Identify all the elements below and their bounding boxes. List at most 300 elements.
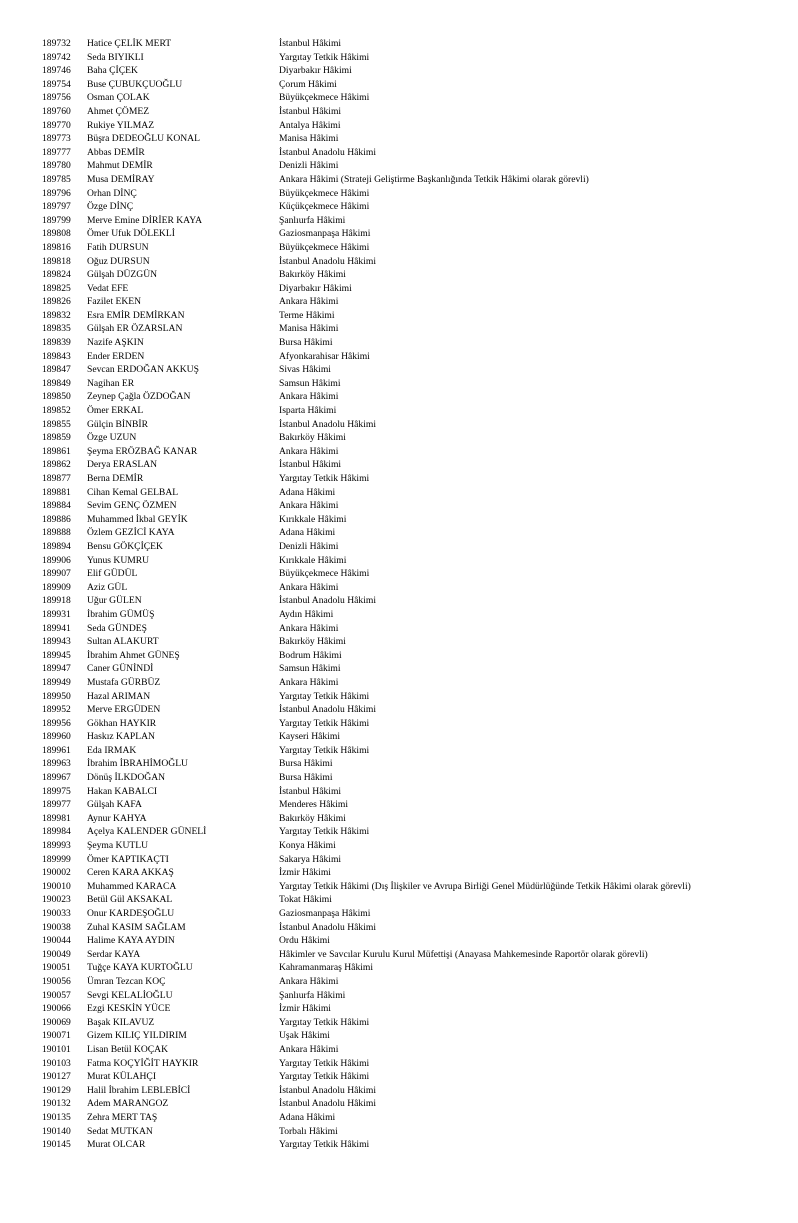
person-name: Gökhan HAYKIR [87,717,157,729]
assigned-post: Ankara Hâkimi [279,296,339,308]
registry-number: 189773 [42,133,71,145]
list-row [0,1097,798,1111]
registry-number: 189777 [42,146,71,158]
registry-number: 189862 [42,459,71,471]
list-row [0,757,798,771]
assigned-post: Adana Hâkimi [279,527,336,539]
registry-number: 189884 [42,500,71,512]
registry-number: 189824 [42,269,71,281]
registry-number: 189825 [42,282,71,294]
assigned-post: Denizli Hâkimi [279,160,339,172]
list-row [0,214,798,228]
assigned-post: Torbalı Hâkimi [279,1125,338,1137]
registry-number: 189956 [42,717,71,729]
person-name: Caner GÜNİNDİ [87,663,154,675]
person-name: Mustafa GÜRBÜZ [87,676,161,688]
assigned-post: Gaziosmanpaşa Hâkimi [279,228,371,240]
assigned-post: Uşak Hâkimi [279,1030,330,1042]
registry-number: 189977 [42,799,71,811]
list-row [0,975,798,989]
registry-number: 189855 [42,418,71,430]
registry-number: 189960 [42,731,71,743]
person-name: Halime KAYA AYDIN [87,935,175,947]
person-name: Sultan ALAKURT [87,636,159,648]
list-row [0,268,798,282]
person-name: Musa DEMİRAY [87,173,155,185]
person-name: Uğur GÜLEN [87,595,142,607]
registry-number: 189918 [42,595,71,607]
person-name: Tuğçe KAYA KURTOĞLU [87,962,193,974]
assigned-post: İstanbul Anadolu Hâkimi [279,146,376,158]
assigned-post: İstanbul Anadolu Hâkimi [279,418,376,430]
list-row [0,390,798,404]
person-name: Özge DİNÇ [87,201,134,213]
registry-number: 189843 [42,350,71,362]
person-name: İbrahim İBRAHİMOĞLU [87,758,188,770]
registry-number: 189931 [42,608,71,620]
list-row [0,336,798,350]
person-name: Hazal ARIMAN [87,690,151,702]
registry-number: 189861 [42,445,71,457]
person-name: Yunus KUMRU [87,554,150,566]
person-name: Aziz GÜL [87,581,128,593]
list-row [0,119,798,133]
list-row [0,622,798,636]
registry-number: 189756 [42,92,71,104]
registry-number: 190135 [42,1111,71,1123]
person-name: Zeynep Çağla ÖZDOĞAN [87,391,191,403]
person-name: İbrahim GÜMÜŞ [87,608,155,620]
person-name: Oğuz DURSUN [87,255,150,267]
list-row [0,703,798,717]
registry-number: 189984 [42,826,71,838]
assigned-post: Bursa Hâkimi [279,772,333,784]
list-row [0,322,798,336]
person-name: Murat KÜLAHÇI [87,1071,157,1083]
person-name: Fazilet EKEN [87,296,142,308]
assigned-post: Yargıtay Tetkik Hâkimi [279,744,370,756]
list-row [0,540,798,554]
person-name: Ümran Tezcan KOÇ [87,975,166,987]
person-name: Abbas DEMİR [87,146,145,158]
list-row [0,418,798,432]
list-row [0,608,798,622]
assigned-post: Manisa Hâkimi [279,323,339,335]
registry-number: 189770 [42,119,71,131]
registry-number: 190066 [42,1003,71,1015]
registry-number: 189796 [42,187,71,199]
assigned-post: Yargıtay Tetkik Hâkimi [279,1139,370,1151]
list-row [0,989,798,1003]
person-name: Gülşah DÜZGÜN [87,269,158,281]
assigned-post: Ankara Hâkimi [279,622,339,634]
list-row [0,825,798,839]
person-name: Rukiye YILMAZ [87,119,155,131]
assigned-post: İstanbul Anadolu Hâkimi [279,255,376,267]
person-name: Ömer KAPTIKAÇTI [87,853,169,865]
registry-number: 189816 [42,241,71,253]
assigned-post: İstanbul Hâkimi [279,785,342,797]
assigned-post: Hâkimler ve Savcılar Kurulu Kurul Müfettişi (Anayasa Mahkemesinde Raportör olarak görevli) [279,948,648,960]
registry-number: 190051 [42,962,71,974]
assigned-post: Büyükçekmece Hâkimi [279,241,370,253]
list-row [0,105,798,119]
assigned-post: Büyükçekmece Hâkimi [279,187,370,199]
assigned-post: Menderes Hâkimi [279,799,349,811]
assigned-post: Çorum Hâkimi [279,78,337,90]
registry-number: 189832 [42,309,71,321]
assigned-post: Yargıtay Tetkik Hâkimi [279,51,370,63]
list-row [0,934,798,948]
registry-number: 189835 [42,323,71,335]
assigned-post: Terme Hâkimi [279,309,335,321]
list-row [0,961,798,975]
assigned-post: İstanbul Hâkimi [279,105,342,117]
list-row [0,662,798,676]
assigned-post: İstanbul Anadolu Hâkimi [279,1098,376,1110]
assigned-post: Diyarbakır Hâkimi [279,282,352,294]
list-row [0,635,798,649]
person-name: İbrahim Ahmet GÜNEŞ [87,649,180,661]
registry-number: 189999 [42,853,71,865]
list-row [0,798,798,812]
list-row [0,690,798,704]
registry-number: 189975 [42,785,71,797]
list-row [0,1002,798,1016]
person-name: Sevim GENÇ ÖZMEN [87,500,177,512]
list-row [0,513,798,527]
registry-number: 189950 [42,690,71,702]
assigned-post: Bursa Hâkimi [279,758,333,770]
registry-number: 189785 [42,173,71,185]
list-row [0,812,798,826]
registry-number: 189760 [42,105,71,117]
list-row [0,363,798,377]
appointment-list [0,37,798,1152]
list-row [0,717,798,731]
assigned-post: Manisa Hâkimi [279,133,339,145]
assigned-post: Kahramanmaraş Hâkimi [279,962,374,974]
list-row [0,771,798,785]
list-row [0,78,798,92]
assigned-post: Küçükçekmece Hâkimi [279,201,370,213]
assigned-post: İstanbul Anadolu Hâkimi [279,921,376,933]
person-name: Mahmut DEMİR [87,160,153,172]
list-row [0,227,798,241]
person-name: Aynur KAHYA [87,812,147,824]
person-name: Dönüş İLKDOĞAN [87,772,166,784]
list-row [0,458,798,472]
assigned-post: Ankara Hâkimi [279,391,339,403]
list-row [0,64,798,78]
list-row [0,1084,798,1098]
person-name: Ömer ERKAL [87,405,144,417]
registry-number: 190038 [42,921,71,933]
assigned-post: Tokat Hâkimi [279,894,332,906]
registry-number: 189967 [42,772,71,784]
person-name: Sedat MUTKAN [87,1125,153,1137]
assigned-post: Yargıtay Tetkik Hâkimi [279,1057,370,1069]
person-name: Muhammed KARACA [87,880,177,892]
registry-number: 190002 [42,867,71,879]
assigned-post: Aydın Hâkimi [279,608,334,620]
list-row [0,472,798,486]
list-row [0,282,798,296]
registry-number: 190023 [42,894,71,906]
person-name: Nazife AŞKIN [87,337,144,349]
assigned-post: Kayseri Hâkimi [279,731,341,743]
list-row [0,445,798,459]
assigned-post: Samsun Hâkimi [279,663,341,675]
person-name: Başak KILAVUZ [87,1016,155,1028]
list-row [0,785,798,799]
assigned-post: Ankara Hâkimi [279,676,339,688]
assigned-post: Yargıtay Tetkik Hâkimi [279,473,370,484]
assigned-post: Bakırköy Hâkimi [279,812,346,824]
registry-number: 189850 [42,391,71,403]
person-name: Orhan DİNÇ [87,187,137,199]
list-row [0,486,798,500]
assigned-post: İstanbul Anadolu Hâkimi [279,704,376,716]
registry-number: 189894 [42,540,71,552]
assigned-post: Büyükçekmece Hâkimi [279,568,370,580]
registry-number: 189877 [42,473,71,484]
registry-number: 190140 [42,1125,71,1137]
list-row [0,377,798,391]
registry-number: 189808 [42,228,71,240]
list-row [0,91,798,105]
assigned-post: Bodrum Hâkimi [279,649,342,661]
person-name: Merve Emine DİRİER KAYA [87,214,203,226]
person-name: Gülşah ER ÖZARSLAN [87,323,183,335]
assigned-post: Denizli Hâkimi [279,540,339,552]
person-name: Gizem KILIÇ YILDIRIM [87,1030,187,1042]
assigned-post: Kırıkkale Hâkimi [279,513,347,525]
assigned-post: Yargıtay Tetkik Hâkimi [279,690,370,702]
assigned-post: Afyonkarahisar Hâkimi [279,350,370,362]
person-name: Şeyma KUTLU [87,840,149,852]
registry-number: 189818 [42,255,71,267]
list-row [0,309,798,323]
list-row [0,1125,798,1139]
registry-number: 189881 [42,486,71,498]
list-row [0,594,798,608]
assigned-post: İstanbul Hâkimi [279,38,342,49]
person-name: Serdar KAYA [87,948,141,960]
registry-number: 189945 [42,649,71,661]
assigned-post: İstanbul Hâkimi [279,459,342,471]
list-row [0,255,798,269]
assigned-post: Antalya Hâkimi [279,119,341,131]
list-row [0,526,798,540]
assigned-post: Konya Hâkimi [279,840,336,852]
assigned-post: Isparta Hâkimi [279,405,337,417]
assigned-post: Ankara Hâkimi [279,581,339,593]
registry-number: 189907 [42,568,71,580]
list-row [0,1070,798,1084]
registry-number: 190103 [42,1057,71,1069]
list-row [0,173,798,187]
list-row [0,921,798,935]
assigned-post: İstanbul Anadolu Hâkimi [279,1084,376,1096]
person-name: Halil İbrahim LEBLEBİCİ [87,1084,191,1096]
registry-number: 189949 [42,676,71,688]
person-name: Açelya KALENDER GÜNELİ [87,826,207,838]
assigned-post: İstanbul Anadolu Hâkimi [279,595,376,607]
assigned-post: Diyarbakır Hâkimi [279,65,352,77]
list-row [0,1057,798,1071]
person-name: Merve ERGÜDEN [87,704,161,716]
person-name: Hakan KABALCI [87,785,158,797]
person-name: Zehra MERT TAŞ [87,1111,158,1123]
person-name: Özge UZUN [87,432,137,444]
registry-number: 189941 [42,622,71,634]
registry-number: 189859 [42,432,71,444]
registry-number: 190132 [42,1098,71,1110]
person-name: Seda BIYIKLI [87,51,144,63]
registry-number: 189906 [42,554,71,566]
assigned-post: Kırıkkale Hâkimi [279,554,347,566]
registry-number: 189961 [42,744,71,756]
list-row [0,1111,798,1125]
person-name: Gülşah KAFA [87,799,142,811]
list-row [0,37,798,51]
assigned-post: Yargıtay Tetkik Hâkimi [279,826,370,838]
assigned-post: Yargıtay Tetkik Hâkimi [279,717,370,729]
registry-number: 189742 [42,51,71,63]
list-row [0,554,798,568]
list-row [0,51,798,65]
person-name: Cihan Kemal GELBAL [87,486,179,498]
registry-number: 190071 [42,1030,71,1042]
registry-number: 190033 [42,908,71,919]
assigned-post: Adana Hâkimi [279,1111,336,1123]
registry-number: 189888 [42,527,71,539]
assigned-post: Sivas Hâkimi [279,364,331,376]
registry-number: 189886 [42,513,71,525]
assigned-post: Bakırköy Hâkimi [279,269,346,281]
person-name: Ceren KARA AKKAŞ [87,867,174,879]
person-name: Muhammed İkbal GEYİK [87,513,188,525]
assigned-post: Adana Hâkimi [279,486,336,498]
person-name: Fatma KOÇYİĞİT HAYKIR [87,1057,199,1069]
registry-number: 189746 [42,65,71,77]
list-row [0,1016,798,1030]
registry-number: 189839 [42,337,71,349]
assigned-post: Bakırköy Hâkimi [279,636,346,648]
registry-number: 190057 [42,989,71,1001]
list-row [0,295,798,309]
list-row [0,948,798,962]
list-row [0,431,798,445]
assigned-post: Yargıtay Tetkik Hâkimi (Dış İlişkiler ve Avrupa Birliği Genel Müdürlüğünde Tetkik Hâkimi olarak görevli) [279,880,691,892]
person-name: Vedat EFE [87,282,129,294]
person-name: Şeyma ERÖZBAĞ KANAR [87,445,198,457]
person-name: Gülçin BİNBİR [87,418,149,430]
assigned-post: Ankara Hâkimi [279,500,339,512]
registry-number: 190069 [42,1016,71,1028]
registry-number: 189797 [42,201,71,213]
registry-number: 189963 [42,758,71,770]
registry-number: 189952 [42,704,71,716]
person-name: Osman ÇOLAK [87,92,150,104]
list-row [0,649,798,663]
list-row [0,839,798,853]
assigned-post: İzmir Hâkimi [279,867,331,879]
person-name: Elif GÜDÜL [87,568,138,580]
registry-number: 189849 [42,377,71,389]
person-name: Betül Gül AKSAKAL [87,894,173,906]
person-name: Ahmet ÇÖMEZ [87,105,150,117]
list-row [0,567,798,581]
list-row [0,350,798,364]
registry-number: 189993 [42,840,71,852]
person-name: Nagihan ER [87,377,135,389]
registry-number: 189780 [42,160,71,172]
assigned-post: Şanlıurfa Hâkimi [279,989,346,1001]
registry-number: 190049 [42,948,71,960]
list-row [0,241,798,255]
person-name: Seda GÜNDEŞ [87,622,147,634]
person-name: Lisan Betül KOÇAK [87,1043,169,1055]
person-name: Onur KARDEŞOĞLU [87,908,175,919]
assigned-post: Ankara Hâkimi (Strateji Geliştirme Başkanlığında Tetkik Hâkimi olarak görevli) [279,173,589,185]
assigned-post: Ankara Hâkimi [279,975,339,987]
assigned-post: Yargıtay Tetkik Hâkimi [279,1016,370,1028]
list-row [0,200,798,214]
list-row [0,404,798,418]
person-name: Özlem GEZİCİ KAYA [87,527,175,539]
list-row [0,499,798,513]
registry-number: 189909 [42,581,71,593]
person-name: Ezgi KESKİN YÜCE [87,1003,171,1015]
registry-number: 189826 [42,296,71,308]
registry-number: 190101 [42,1043,71,1055]
list-row [0,744,798,758]
list-row [0,159,798,173]
registry-number: 189732 [42,38,71,49]
list-row [0,893,798,907]
assigned-post: Ordu Hâkimi [279,935,330,947]
registry-number: 190129 [42,1084,71,1096]
person-name: Adem MARANGOZ [87,1098,169,1110]
person-name: Derya ERASLAN [87,459,158,471]
person-name: Sevcan ERDOĞAN AKKUŞ [87,364,199,376]
person-name: Büşra DEDEOĞLU KONAL [87,133,200,145]
registry-number: 190127 [42,1071,71,1083]
registry-number: 189847 [42,364,71,376]
list-row [0,907,798,921]
list-row [0,853,798,867]
assigned-post: Bakırköy Hâkimi [279,432,346,444]
list-row [0,676,798,690]
assigned-post: Gaziosmanpaşa Hâkimi [279,908,371,919]
person-name: Ender ERDEN [87,350,145,362]
registry-number: 189754 [42,78,71,90]
assigned-post: Samsun Hâkimi [279,377,341,389]
list-row [0,1138,798,1152]
list-row [0,132,798,146]
person-name: Berna DEMİR [87,473,144,484]
assigned-post: Şanlıurfa Hâkimi [279,214,346,226]
list-row [0,730,798,744]
list-row [0,880,798,894]
list-row [0,146,798,160]
registry-number: 189943 [42,636,71,648]
assigned-post: Sakarya Hâkimi [279,853,342,865]
person-name: Zuhal KASIM SAĞLAM [87,921,186,933]
registry-number: 190145 [42,1139,71,1151]
